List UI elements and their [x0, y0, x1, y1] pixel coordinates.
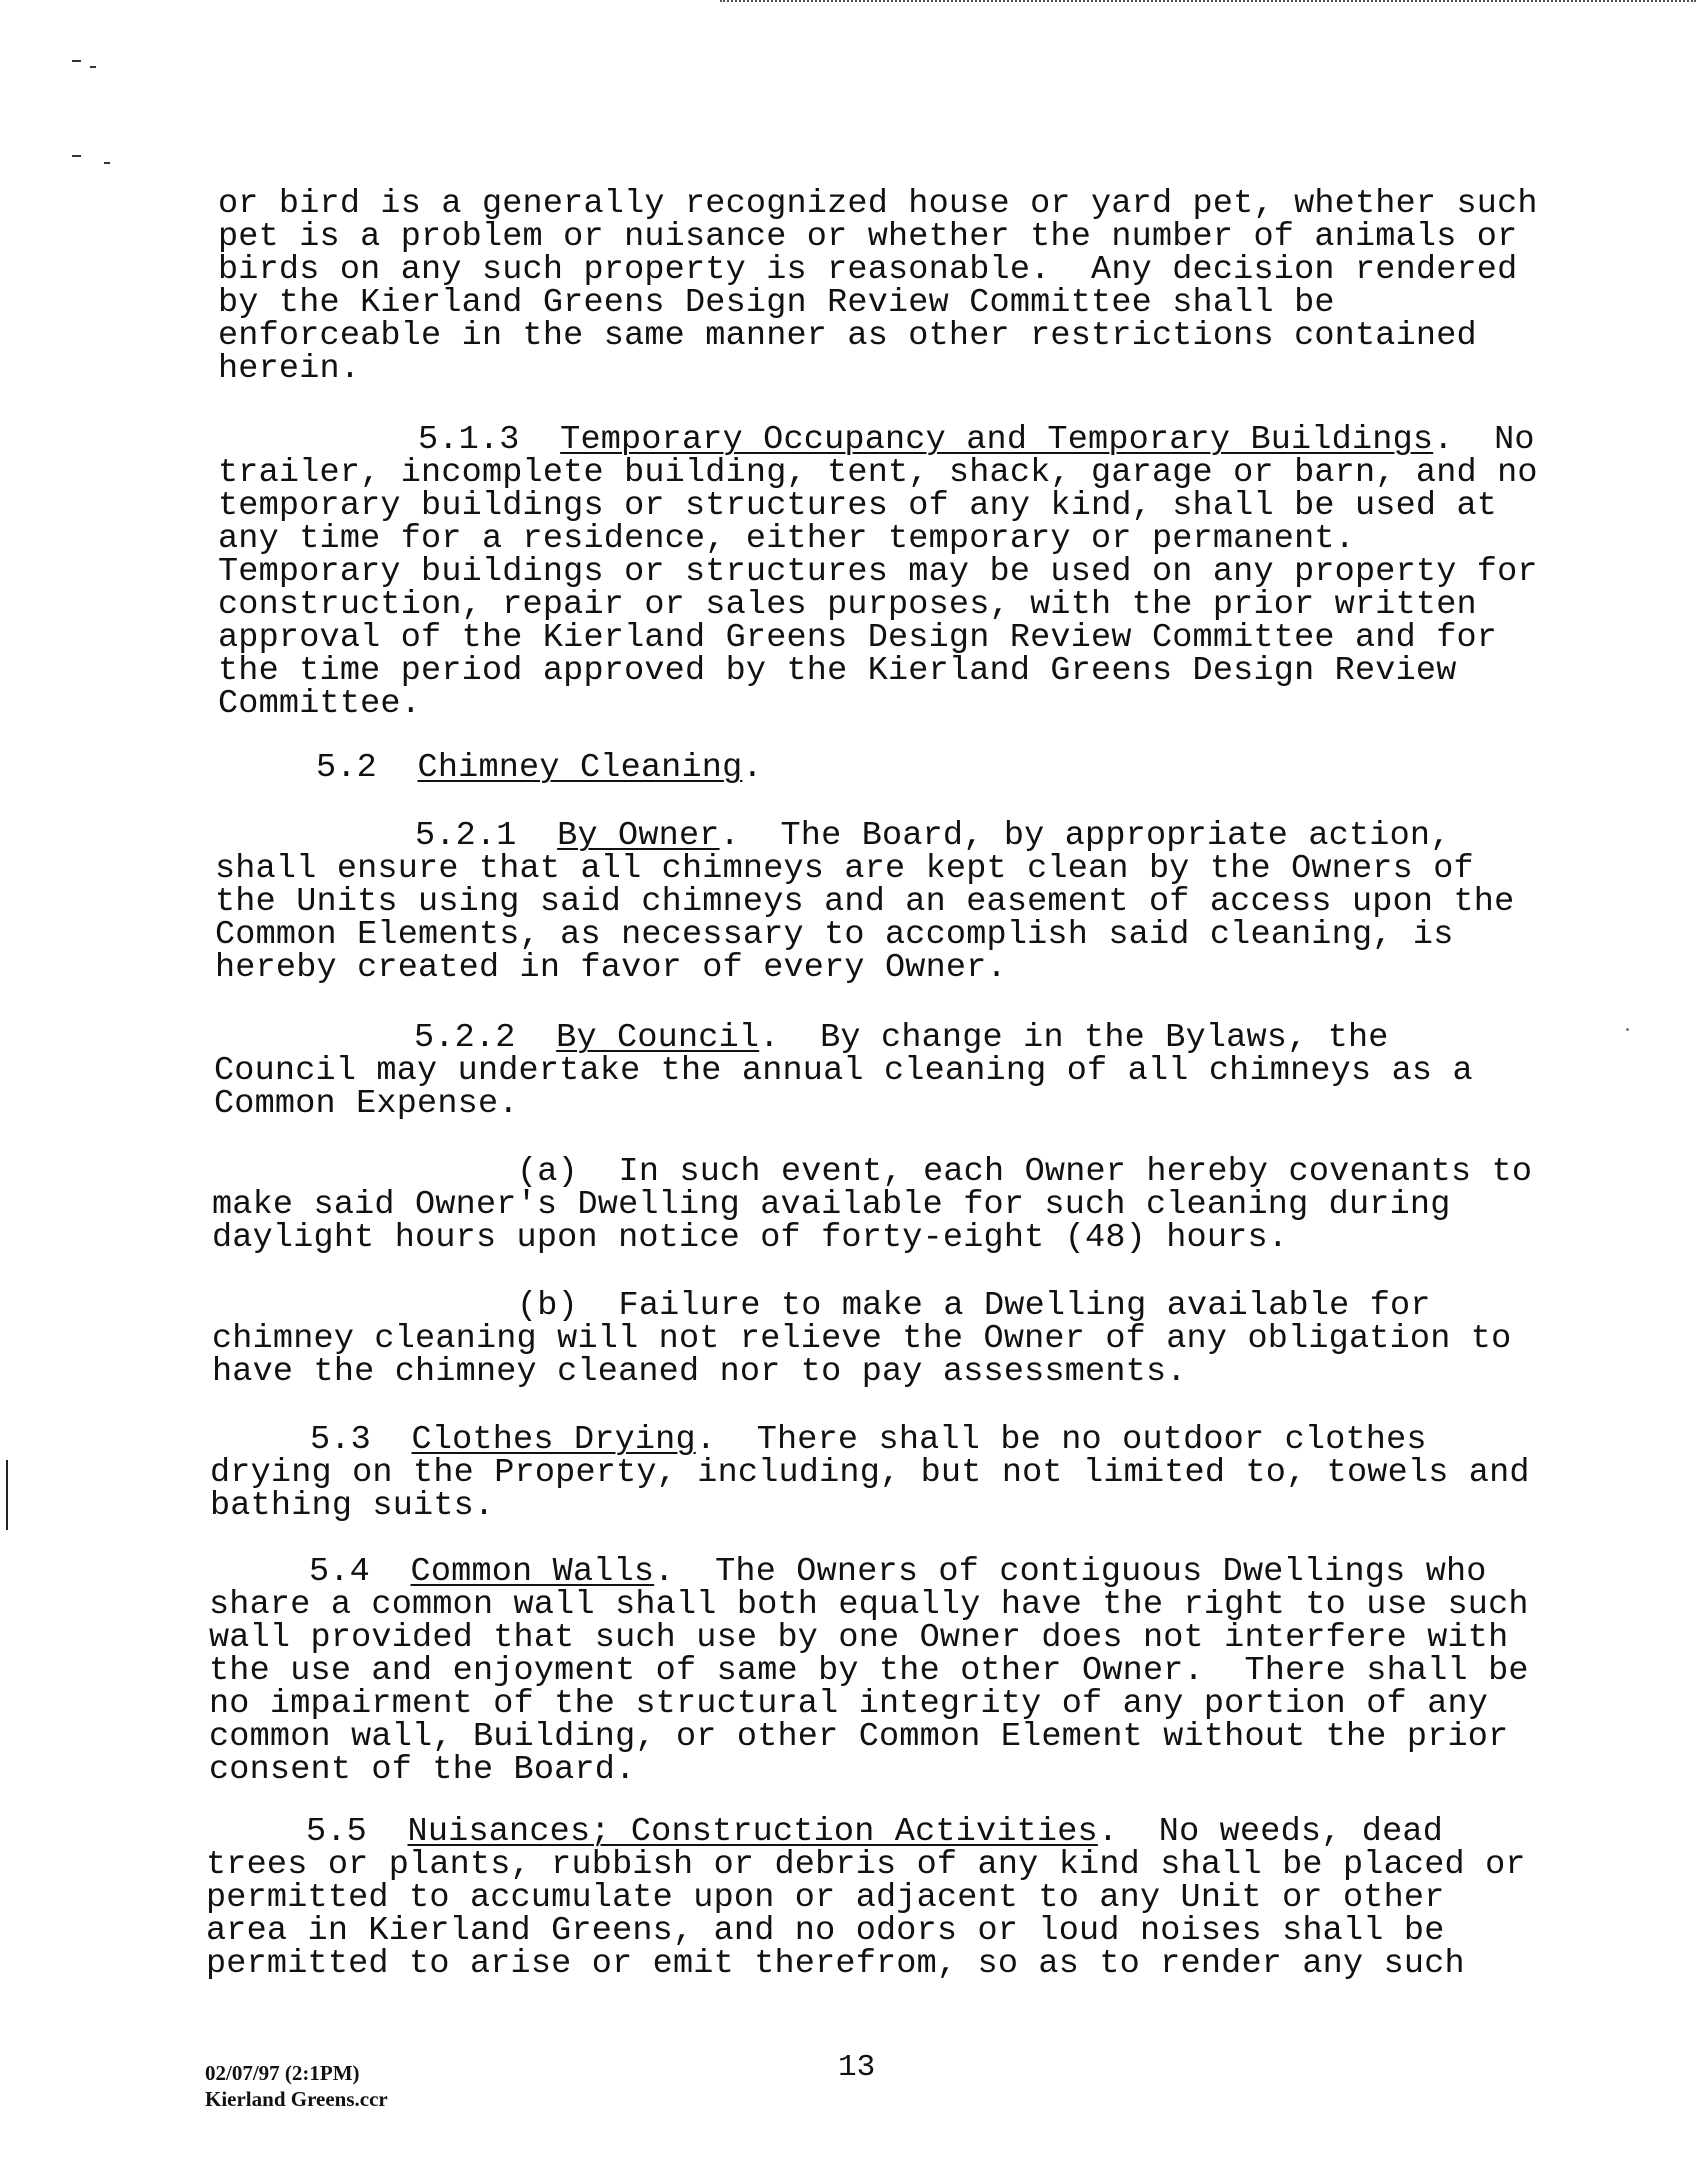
section-text: chimney cleaning will not relieve the Owner of any obligation to have the chimney cleaned nor to pay assessments.: [212, 1320, 1512, 1391]
section-number: 5.2.2: [414, 1019, 516, 1057]
section-heading: By Owner: [557, 817, 720, 855]
section-number: 5.1.3: [418, 421, 520, 459]
section-text-first-line: In such event, each Owner hereby covenants to: [577, 1153, 1533, 1191]
scan-artifact-mark: [72, 155, 81, 157]
section-number: 5.5: [306, 1813, 367, 1851]
subsection-a: [212, 1153, 1533, 1257]
section-heading: Chimney Cleaning: [417, 749, 743, 787]
scan-artifact-mark: [104, 162, 110, 164]
scan-artifact-mark: [72, 60, 81, 62]
section-text: drying on the Property, including, but not limited to, towels and bathing suits.: [210, 1454, 1530, 1525]
scan-artifact-mark: [90, 66, 96, 68]
footer-filename: Kierland Greens.ccr: [205, 2087, 388, 2111]
section-5-4: 5.4 Common Walls. The Owners of contiguous Dwellings who share a common wall shall both equally have the right to use such wall provided that such use by one Owner does not interfere with the use and enjoyment of same by the other Owner. There shall be no impairment of the structural integrity of any portion of any common wall, Building, or other Common Element without the prior consent of the Board.: [209, 1553, 1529, 1789]
section-text-first-line: No weeds, dead: [1118, 1813, 1444, 1851]
subsection-label: (a): [517, 1153, 578, 1191]
page-number: 13: [838, 2050, 876, 2085]
section-text: make said Owner's Dwelling available for such cleaning during daylight hours upon notice of forty-eight (48) hours.: [212, 1186, 1451, 1257]
section-text-first-line: The Owners of contiguous Dwellings who: [674, 1553, 1487, 1591]
section-heading: Nuisances; Construction Activities: [407, 1813, 1098, 1851]
scan-artifact-top-line: [720, 0, 1696, 5]
section-number: 5.2: [316, 749, 377, 787]
section-text: trailer, incomplete building, tent, shack, garage or barn, and no temporary buildings or structures of any kind, shall be used at any time for a residence, either temporary or permanent. Temporary buildings or structures may be used on any property for construction, repair or sales purposes, with the prior written approval of the Kierland Greens Design Review Committee and for the time period approved by the Kierland Greens Design Review Committee.: [218, 454, 1538, 723]
scan-artifact-dot: [1626, 1028, 1629, 1031]
section-5-5: 5.5 Nuisances; Construction Activities. No weeds, dead trees or plants, rubbish or debris of any kind shall be placed or permitted to accumulate upon or adjacent to any Unit or other area in Kierland Greens, and no odors or loud noises shall be permitted to arise or emit therefrom, so as to render any such: [206, 1813, 1526, 1983]
section-5-3: 5.3 Clothes Drying. There shall be no outdoor clothes drying on the Property, including, but not limited to, towels and bathing suits.: [210, 1421, 1530, 1525]
section-text-first-line: No: [1453, 421, 1535, 459]
subsection-b: [212, 1287, 1512, 1391]
section-5-1-3: 5.1.3 Temporary Occupancy and Temporary Buildings. No trailer, incomplete building, tent, shack, garage or barn, and no temporary buildings or structures of any kind, shall be used at any time for a residence, either temporary or permanent. Temporary buildings or structures may be used on any property for construction, repair or sales purposes, with the prior written approval of the Kierland Greens Design Review Committee and for the time period approved by the Kierland Greens Design Review Committee.: [218, 421, 1538, 723]
section-heading: Temporary Occupancy and Temporary Buildings: [560, 421, 1434, 459]
section-text-first-line: By change in the Bylaws, the: [779, 1019, 1389, 1057]
section-5-2: 5.2 Chimney Cleaning.: [216, 752, 763, 785]
section-number: 5.4: [309, 1553, 370, 1591]
scan-artifact-bar: [6, 1460, 8, 1530]
section-heading: Clothes Drying: [411, 1421, 696, 1459]
section-text: trees or plants, rubbish or debris of any kind shall be placed or permitted to accumulate upon or adjacent to any Unit or other area in Kierland Greens, and no odors or loud noises shall be permitted to arise or emit therefrom, so as to render any such: [206, 1846, 1526, 1983]
section-text-first-line: Failure to make a Dwelling available for: [577, 1287, 1431, 1325]
section-heading: By Council: [556, 1019, 760, 1057]
footer-file-info: [205, 2060, 388, 2112]
section-text: Council may undertake the annual cleaning of all chimneys as a Common Expense.: [214, 1052, 1473, 1123]
section-5-2-2: 5.2.2 By Council. By change in the Bylaws, the Council may undertake the annual cleaning of all chimneys as a Common Expense.: [214, 1019, 1473, 1123]
section-text-first-line: There shall be no outdoor clothes: [716, 1421, 1427, 1459]
section-text: share a common wall shall both equally have the right to use such wall provided that such use by one Owner does not interfere with the use and enjoyment of same by the other Owner. There shall be no impairment of the structural integrity of any portion of any common wall, Building, or other Common Element without the prior consent of the Board.: [209, 1586, 1529, 1789]
paragraph-continuation: or bird is a generally recognized house or yard pet, whether such pet is a problem or nuisance or whether the number of animals or birds on any such property is reasonable. Any decision rendered by the Kierland Greens Design Review Committee shall be enforceable in the same manner as other restrictions contained herein.: [218, 185, 1538, 388]
section-5-2-1: 5.2.1 By Owner. The Board, by appropriate action, shall ensure that all chimneys are kept clean by the Owners of the Units using said chimneys and an easement of access upon the Common Elements, as necessary to accomplish said cleaning, is hereby created in favor of every Owner.: [215, 817, 1515, 987]
section-text-first-line: The Board, by appropriate action,: [739, 817, 1451, 855]
section-number: 5.3: [310, 1421, 371, 1459]
footer-date: 02/07/97 (2:1PM): [205, 2061, 360, 2085]
section-number: 5.2.1: [415, 817, 517, 855]
subsection-label: (b): [517, 1287, 578, 1325]
section-text: shall ensure that all chimneys are kept clean by the Owners of the Units using said chimneys and an easement of access upon the Common Elements, as necessary to accomplish said cleaning, is hereby created in favor of every Owner.: [215, 850, 1515, 987]
section-heading: Common Walls: [410, 1553, 655, 1591]
